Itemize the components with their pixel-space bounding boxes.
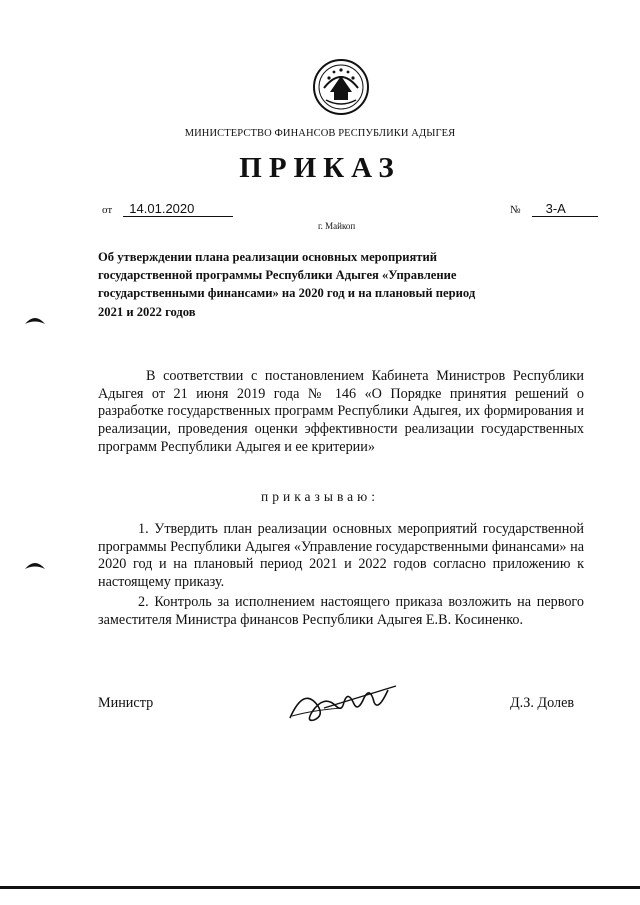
hole-punch-mark	[24, 559, 46, 571]
date-value: 14.01.2020	[123, 202, 233, 217]
signatory-name: Д.З. Долев	[510, 695, 575, 711]
handwritten-signature	[284, 676, 404, 726]
date-label: от	[102, 204, 113, 216]
number-value: 3-А	[532, 202, 598, 217]
ministry-name: МИНИСТЕРСТВО ФИНАНСОВ РЕСПУБЛИКИ АДЫГЕЯ	[184, 128, 456, 139]
number-label: №	[510, 204, 521, 216]
document-subject: Об утверждении плана реализации основных мероприятий государственной программы Республики Адыгея «Управление государственными финансами» на 2020 год и на плановый период 2021 и 2022 годов	[98, 250, 476, 319]
order-item-2: 2. Контроль за исполнением настоящего приказа возложить на первого заместителя Министра финансов Республики Адыгея Е.В. Косиненко.	[98, 594, 584, 628]
order-word: приказываю:	[261, 489, 379, 504]
scan-edge-line	[0, 886, 640, 889]
coat-of-arms-icon	[312, 58, 370, 116]
order-item-1: 1. Утвердить план реализации основных мероприятий государственной программы Республики Адыгея «Управление государственными финансами» на 2020 год и на плановый период 2021 и 2022 годов согласно приложению к настоящему приказу.	[98, 521, 584, 591]
intro-paragraph: В соответствии с постановлением Кабинета Министров Республики Адыгея от 21 июня 2019 года № 146 «О Порядке принятия решений о разработке государственных программ Республики Адыгея, их формирования и реализации, проведения оценки эффективности реализации государственных программ Республики Адыгея и ее критерии»	[98, 368, 584, 455]
signatory-position: Министр	[98, 695, 154, 711]
document-date	[102, 202, 233, 217]
city-label: г. Майкоп	[318, 221, 356, 231]
document-type-title: ПРИКАЗ	[239, 152, 401, 184]
document-number	[510, 202, 598, 217]
hole-punch-mark	[24, 314, 46, 326]
